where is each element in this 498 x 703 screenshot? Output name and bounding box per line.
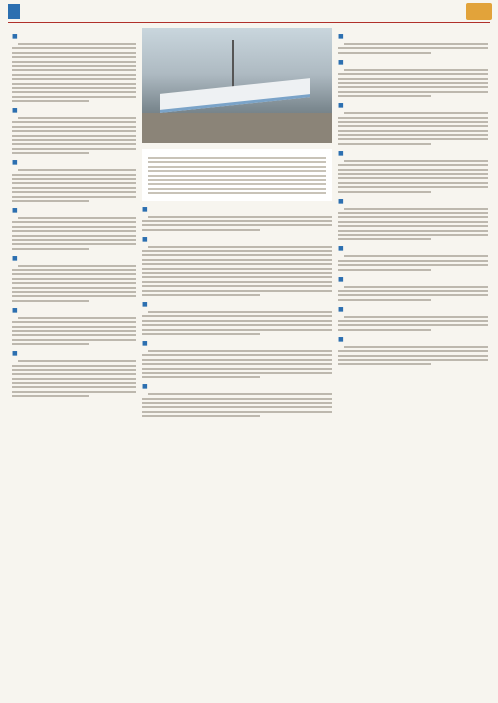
text-line	[344, 69, 488, 71]
text-line	[12, 91, 136, 93]
text-line	[142, 333, 260, 335]
text-line	[142, 324, 332, 326]
text-line	[12, 321, 136, 323]
text-line	[338, 221, 488, 223]
article	[12, 307, 136, 345]
article-heading	[338, 102, 488, 109]
photo-caption	[142, 149, 332, 201]
text-line	[142, 402, 332, 404]
text-line	[148, 393, 332, 395]
text-line	[12, 78, 136, 80]
text-line	[12, 191, 136, 193]
text-line	[142, 268, 332, 270]
text-line	[338, 294, 488, 296]
text-line	[142, 220, 332, 222]
text-line	[338, 130, 488, 132]
article-heading	[12, 255, 136, 262]
text-line	[338, 320, 488, 322]
text-line	[338, 264, 488, 266]
text-line	[12, 52, 136, 54]
text-line	[12, 235, 136, 237]
text-line	[338, 363, 431, 365]
text-line	[142, 259, 332, 261]
caption-line	[148, 179, 326, 181]
text-line	[12, 96, 136, 98]
text-line	[12, 200, 89, 202]
article	[338, 306, 488, 331]
text-line	[338, 182, 488, 184]
station-platform	[142, 113, 332, 143]
text-line	[338, 82, 488, 84]
text-line	[12, 291, 136, 293]
text-line	[338, 216, 488, 218]
text-line	[12, 178, 136, 180]
text-line	[12, 196, 136, 198]
text-line	[338, 95, 431, 97]
text-line	[12, 326, 136, 328]
text-line	[338, 324, 488, 326]
caption-line	[148, 175, 326, 177]
text-line	[148, 350, 332, 352]
text-line	[338, 212, 488, 214]
article	[12, 33, 136, 102]
text-line	[142, 224, 332, 226]
text-line	[338, 91, 488, 93]
text-line	[12, 343, 89, 345]
text-line	[142, 290, 332, 292]
column-middle	[142, 28, 332, 697]
page-number	[466, 3, 492, 20]
text-line	[12, 69, 136, 71]
text-line	[338, 121, 488, 123]
text-line	[142, 329, 332, 331]
caption-line	[148, 192, 326, 194]
text-line	[12, 295, 136, 297]
article	[142, 301, 332, 335]
text-line	[12, 174, 136, 176]
article-heading	[12, 307, 136, 314]
text-line	[344, 112, 488, 114]
text-line	[142, 376, 260, 378]
text-line	[12, 378, 136, 380]
article-heading	[12, 159, 136, 166]
text-line	[338, 260, 488, 262]
text-line	[338, 225, 488, 227]
text-line	[12, 61, 136, 63]
text-line	[142, 354, 332, 356]
text-line	[338, 299, 431, 301]
text-line	[142, 229, 260, 231]
text-line	[142, 359, 332, 361]
text-line	[12, 230, 136, 232]
text-line	[338, 52, 431, 54]
caption-line	[148, 161, 326, 163]
article	[338, 150, 488, 193]
middle-articles	[142, 206, 332, 418]
text-line	[142, 285, 332, 287]
article	[338, 198, 488, 241]
caption-line	[148, 157, 326, 159]
text-line	[12, 395, 89, 397]
text-line	[142, 406, 332, 408]
text-line	[338, 177, 488, 179]
text-line	[338, 164, 488, 166]
text-line	[18, 317, 136, 319]
text-line	[148, 311, 332, 313]
text-line	[338, 355, 488, 357]
text-line	[12, 126, 136, 128]
text-line	[338, 73, 488, 75]
article	[338, 33, 488, 54]
article-heading	[142, 340, 332, 347]
text-line	[12, 330, 136, 332]
text-line	[338, 290, 488, 292]
text-line	[12, 187, 136, 189]
text-line	[338, 143, 431, 145]
text-line	[12, 130, 136, 132]
text-line	[12, 239, 136, 241]
article-heading	[142, 206, 332, 213]
article	[338, 245, 488, 270]
text-line	[12, 74, 136, 76]
text-line	[338, 117, 488, 119]
article-heading	[338, 59, 488, 66]
text-line	[12, 56, 136, 58]
article-heading	[338, 245, 488, 252]
article	[338, 59, 488, 97]
text-line	[344, 160, 488, 162]
page-header	[0, 0, 498, 22]
text-line	[12, 282, 136, 284]
article-heading	[12, 350, 136, 357]
text-line	[12, 87, 136, 89]
article	[338, 336, 488, 366]
text-line	[338, 230, 488, 232]
text-line	[142, 363, 332, 365]
text-line	[18, 169, 136, 171]
text-line	[12, 47, 136, 49]
text-line	[12, 148, 136, 150]
text-line	[12, 334, 136, 336]
text-line	[142, 254, 332, 256]
article-heading	[142, 383, 332, 390]
text-line	[338, 173, 488, 175]
text-line	[142, 415, 260, 417]
text-line	[338, 134, 488, 136]
article-heading	[338, 306, 488, 313]
text-line	[344, 286, 488, 288]
text-line	[142, 368, 332, 370]
text-line	[344, 346, 488, 348]
header-rule	[8, 22, 490, 23]
caption-line	[148, 188, 326, 190]
train-photo	[142, 28, 332, 143]
article	[142, 340, 332, 378]
text-line	[18, 265, 136, 267]
text-line	[338, 234, 488, 236]
text-line	[338, 47, 488, 49]
caption-line	[148, 183, 326, 185]
column-right	[338, 28, 488, 697]
text-line	[12, 273, 136, 275]
text-line	[12, 243, 136, 245]
text-line	[142, 372, 332, 374]
text-line	[12, 287, 136, 289]
text-line	[12, 278, 136, 280]
article	[142, 206, 332, 231]
text-line	[12, 121, 136, 123]
text-line	[142, 294, 260, 296]
text-line	[12, 365, 136, 367]
article-heading	[12, 207, 136, 214]
text-line	[12, 382, 136, 384]
text-line	[12, 226, 136, 228]
text-line	[338, 269, 431, 271]
text-line	[142, 398, 332, 400]
text-line	[12, 65, 136, 67]
text-line	[142, 250, 332, 252]
text-line	[12, 221, 136, 223]
article-heading	[12, 33, 136, 40]
text-line	[142, 320, 332, 322]
text-line	[142, 272, 332, 274]
article	[12, 350, 136, 397]
text-line	[12, 143, 136, 145]
article-heading	[142, 236, 332, 243]
high-speed-train	[160, 78, 310, 113]
text-line	[338, 86, 488, 88]
text-line	[18, 360, 136, 362]
article	[338, 276, 488, 301]
text-line	[142, 281, 332, 283]
text-line	[12, 300, 89, 302]
article-heading	[338, 276, 488, 283]
text-line	[12, 139, 136, 141]
text-line	[338, 238, 431, 240]
text-line	[12, 83, 136, 85]
text-line	[18, 217, 136, 219]
text-line	[12, 248, 89, 250]
text-line	[344, 316, 488, 318]
caption-line	[148, 170, 326, 172]
text-line	[338, 78, 488, 80]
text-line	[12, 391, 136, 393]
article-heading	[142, 301, 332, 308]
text-line	[338, 329, 431, 331]
article	[12, 107, 136, 154]
article-heading	[12, 107, 136, 114]
text-line	[344, 255, 488, 257]
article	[12, 207, 136, 250]
article	[142, 383, 332, 417]
text-line	[338, 359, 488, 361]
text-line	[338, 186, 488, 188]
text-line	[12, 386, 136, 388]
text-line	[12, 339, 136, 341]
text-line	[12, 269, 136, 271]
article	[338, 102, 488, 145]
text-line	[12, 135, 136, 137]
text-line	[12, 369, 136, 371]
text-line	[338, 191, 431, 193]
text-line	[338, 125, 488, 127]
text-line	[142, 315, 332, 317]
text-line	[12, 152, 89, 154]
article-heading	[338, 198, 488, 205]
text-line	[338, 138, 488, 140]
column-left	[12, 28, 136, 697]
text-line	[338, 350, 488, 352]
text-line	[338, 169, 488, 171]
text-line	[148, 246, 332, 248]
text-line	[12, 373, 136, 375]
text-line	[344, 43, 488, 45]
text-line	[142, 263, 332, 265]
text-line	[18, 117, 136, 119]
text-line	[148, 216, 332, 218]
article-heading	[338, 150, 488, 157]
article	[12, 159, 136, 202]
text-line	[18, 43, 136, 45]
text-line	[142, 276, 332, 278]
article-heading	[338, 33, 488, 40]
text-line	[12, 182, 136, 184]
text-line	[142, 411, 332, 413]
article	[12, 255, 136, 302]
text-line	[12, 100, 89, 102]
caption-line	[148, 166, 326, 168]
article-heading	[338, 336, 488, 343]
article	[142, 236, 332, 296]
masthead-logo	[8, 4, 20, 19]
text-line	[344, 208, 488, 210]
